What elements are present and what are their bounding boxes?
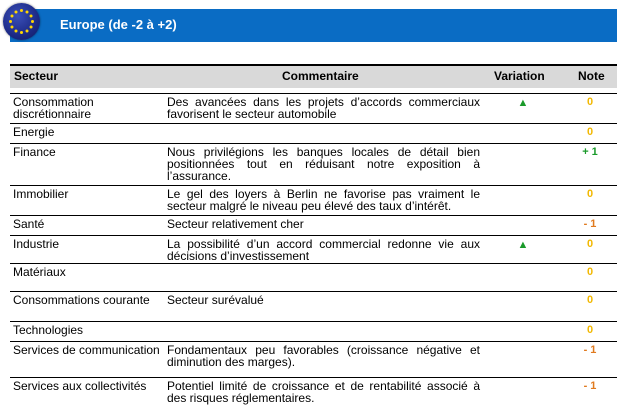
cell-note: 0 xyxy=(586,266,594,278)
table-row xyxy=(10,291,617,307)
cell-note: - 1 xyxy=(583,218,597,230)
cell-secteur: Industrie xyxy=(13,237,60,251)
cell-secteur: Services aux collectivités xyxy=(13,379,147,393)
cell-secteur: Matériaux xyxy=(13,265,66,279)
table-row xyxy=(10,143,617,183)
cell-secteur: Consommations courante xyxy=(13,293,150,307)
table-row xyxy=(10,123,617,139)
cell-secteur: Technologies xyxy=(13,323,84,337)
table-row xyxy=(10,93,617,121)
cell-commentaire: Secteur surévalué xyxy=(167,293,264,307)
flag-star xyxy=(15,10,18,13)
cell-secteur: Santé xyxy=(13,217,45,231)
flag-star xyxy=(31,20,34,23)
cell-note: 0 xyxy=(586,96,594,108)
table-row xyxy=(10,215,617,231)
cell-note: - 1 xyxy=(583,380,597,392)
cell-commentaire: La possibilité d’un accord commercial redonne vie aux décisions d’investissement xyxy=(167,237,480,263)
cell-variation: ▲ xyxy=(517,239,529,251)
cell-commentaire: Des avancées dans les projets d’accords commerciaux favorisent le secteur automobile xyxy=(167,95,480,121)
cell-secteur: Energie xyxy=(13,125,55,139)
cell-note: + 1 xyxy=(582,146,598,158)
flag-star xyxy=(9,20,12,23)
cell-secteur: Immobilier xyxy=(13,187,69,201)
section-header xyxy=(10,9,617,42)
section-title: Europe (de -2 à +2) xyxy=(60,17,177,32)
cell-commentaire: Potentiel limité de croissance et de rentabilité associé à des risques réglementaires. xyxy=(167,379,480,405)
cell-secteur: Consommation discrétionnaire xyxy=(13,95,94,121)
flag-star xyxy=(10,15,13,18)
table-row xyxy=(10,263,617,279)
flag-star xyxy=(20,9,23,12)
flag-star xyxy=(20,31,23,34)
cell-note: 0 xyxy=(586,126,594,138)
column-header-note: Note xyxy=(578,69,605,83)
cell-note: 0 xyxy=(586,324,594,336)
cell-note: 0 xyxy=(586,188,594,200)
flag-star xyxy=(30,26,33,29)
cell-commentaire: Fondamentaux peu favorables (croissance négative et diminution des marges). xyxy=(167,343,480,369)
cell-commentaire: Nous privilégions les banques locales de détail bien positionnées tout en réduisant notre exposition à l’assurance. xyxy=(167,145,480,183)
table-row xyxy=(10,321,617,337)
cell-note: 0 xyxy=(586,238,594,250)
flag-star xyxy=(26,30,29,33)
cell-commentaire: Le gel des loyers à Berlin ne favorise pas vraiment le secteur malgré le niveau peu élevé des taux d’intérêt. xyxy=(167,187,480,213)
cell-variation: ▲ xyxy=(517,97,529,109)
column-header-commentaire: Commentaire xyxy=(282,69,359,83)
flag-star xyxy=(30,15,33,18)
table-row xyxy=(10,341,617,369)
cell-secteur: Services de communication xyxy=(13,343,160,357)
table-row xyxy=(10,235,617,263)
cell-note: - 1 xyxy=(583,344,597,356)
column-header-variation: Variation xyxy=(494,69,545,83)
flag-star xyxy=(26,10,29,13)
table-row xyxy=(10,185,617,213)
cell-note: 0 xyxy=(586,294,594,306)
cell-secteur: Finance xyxy=(13,145,56,159)
column-header-secteur: Secteur xyxy=(14,69,59,83)
flag-star xyxy=(10,26,13,29)
cell-commentaire: Secteur relativement cher xyxy=(167,217,304,231)
eu-flag-icon xyxy=(3,3,40,40)
table-header xyxy=(10,64,617,88)
table-row xyxy=(10,377,617,405)
flag-star xyxy=(15,30,18,33)
